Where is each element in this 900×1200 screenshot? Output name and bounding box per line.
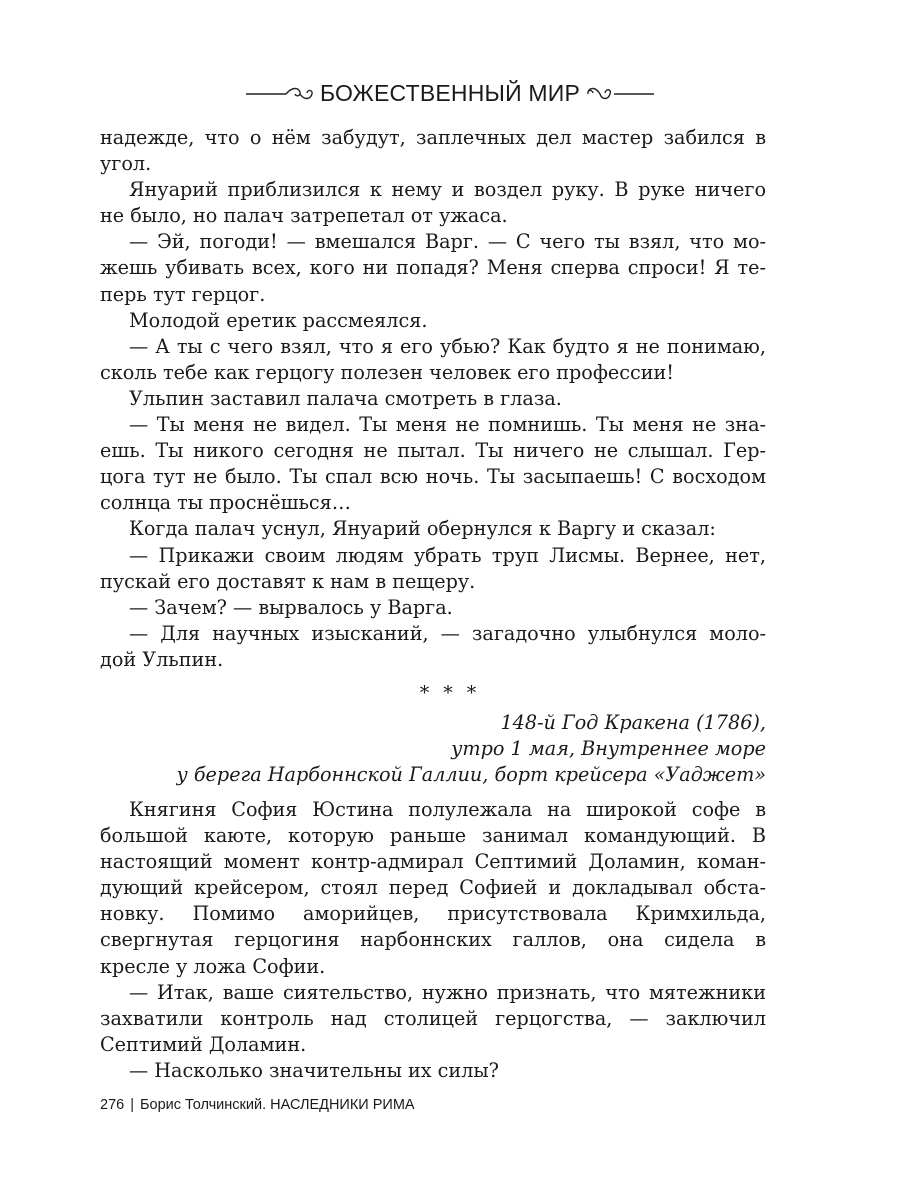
text-line: сколь тебе как герцогу полезен человек его профессии! [100,360,675,384]
text-line: большой каюте, которую раньше занимал командующий. В [100,824,766,848]
footer-separator: | [130,1097,134,1113]
text-line: — А ты с чего взял, что я его убью? Как будто я не понимаю, [129,334,766,358]
running-header [0,80,900,107]
text-line: Септимий Доламин. [100,1032,307,1056]
text-line: не было, но палач затрепетал от ужаса. [100,204,508,228]
text-line: свергнутая герцогиня нарбоннских галлов, она сидела в [100,928,766,952]
text-line: пускай его доставят к нам в пещеру. [100,569,476,593]
epigraph-line: у берега Нарбоннской Галлии, борт крейсера «Уаджет» [176,763,766,786]
section-separator: * * * [419,682,481,704]
right-ornament-icon [584,85,654,103]
text-line: ешь. Ты никого сегодня не пытал. Ты ничего не слышал. Гер- [100,439,766,463]
text-line: надежде, что о нём забудут, заплечных дел мастер забился в [100,126,766,149]
epigraph-line: 148-й Год Кракена (1786), [500,711,766,734]
text-line: захватили контроль над столицей герцогства, — заключил [100,1006,766,1030]
text-line: — Насколько значительны их силы? [129,1058,499,1082]
text-line: — Эй, погоди! — вмешался Варг. — С чего ты взял, что мо- [129,230,766,254]
body-text-section-1 [100,125,766,673]
text-line: новку. Помимо аморийцев, присутствовала Кримхильда, [100,902,766,926]
body-text-section-2 [100,797,766,1084]
text-line: настоящий момент контр-адмирал Септимий Доламин, коман- [100,850,766,874]
text-line: Когда палач уснул, Януарий обернулся к Варгу и сказал: [129,517,716,541]
text-line: — Прикажи своим людям убрать труп Лисмы. Вернее, нет, [129,543,766,567]
page-number: 276 [100,1097,125,1113]
text-line: цога тут не было. Ты спал всю ночь. Ты засыпаешь! С восходом [100,465,766,489]
text-line: дующий крейсером, стоял перед Софией и докладывал обста- [100,876,766,900]
page-footer [100,1097,415,1113]
text-line: Ульпин заставил палача смотреть в глаза. [129,386,562,410]
left-ornament-icon [246,85,316,103]
text-line: угол. [100,152,152,176]
text-line: — Для научных изысканий, — загадочно улыбнулся моло- [129,621,766,645]
book-title: Борис Толчинский. НАСЛЕДНИКИ РИМА [139,1097,415,1113]
text-line: Молодой еретик рассмеялся. [129,308,428,332]
epigraph [177,710,766,788]
text-line: Януарий приблизился к нему и воздел руку. В руке ничего [129,178,766,202]
text-line: дой Ульпин. [100,647,224,671]
header-title: БОЖЕСТВЕННЫЙ МИР [319,80,581,106]
text-line: кресле у ложа Софии. [100,954,326,978]
text-line: жешь убивать всех, кого ни попадя? Меня сперва спроси! Я те- [100,256,766,280]
text-line: Княгиня София Юстина полулежала на широкой софе в [129,798,766,821]
text-line: — Итак, ваше сиятельство, нужно признать, что мятежники [129,980,766,1004]
text-line: солнца ты проснёшься… [100,491,351,515]
text-line: — Зачем? — вырвалось у Варга. [129,595,453,619]
epigraph-line: утро 1 мая, Внутреннее море [451,737,766,760]
text-line: — Ты меня не видел. Ты меня не помнишь. Ты меня не зна- [129,413,766,437]
text-line: перь тут герцог. [100,282,266,306]
